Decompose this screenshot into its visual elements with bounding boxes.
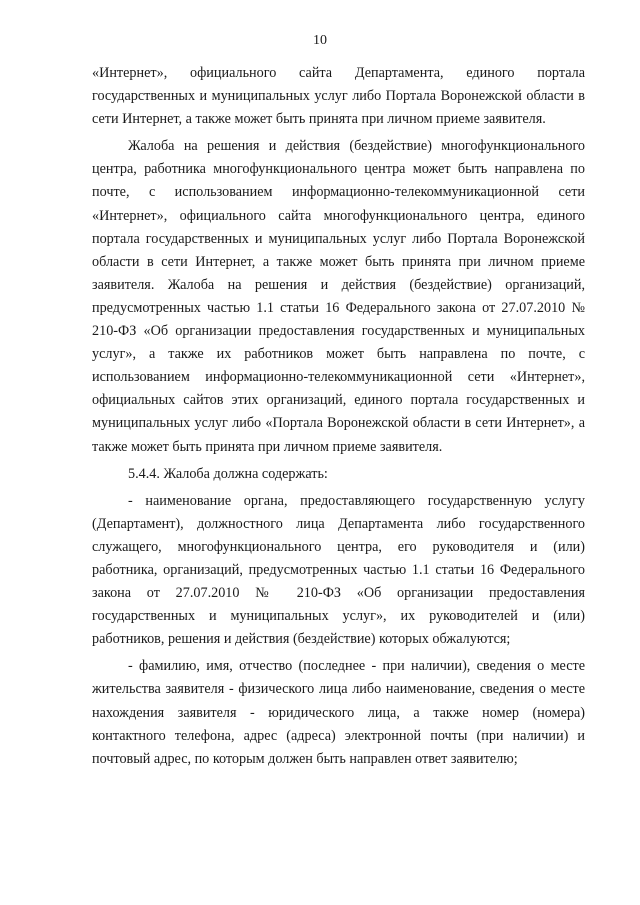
paragraph — [92, 135, 585, 458]
text-line: государственных и муниципальных услуг», их руководителей и (или) — [92, 608, 585, 625]
text-line: 210-ФЗ «Об организации предоставления государственных и муниципальных — [92, 323, 585, 340]
text-line: Жалоба на решения и действия (бездействие) многофункционального — [128, 138, 585, 155]
text-line: почтовый адрес, по которым должен быть направлен ответ заявителю; — [92, 750, 518, 767]
text-line: использованием информационно-телекоммуникационной сети «Интернет», — [92, 369, 585, 386]
text-line: жительства заявителя - физического лица либо наименование, сведения о месте — [92, 681, 585, 698]
text-line: (Департамент), должностного лица Департамента либо государственного — [92, 515, 585, 532]
text-line: государственных и муниципальных услуг либо Портала Воронежской области в — [92, 88, 585, 105]
page-number: 10 — [313, 33, 327, 48]
text-line: услуг», а также их работников может быть направлена по почте, с — [92, 346, 585, 363]
text-line: заявителя. Жалоба на решения и действия (бездействие) организаций, — [92, 276, 585, 293]
text-line: портала государственных и муниципальных услуг либо Портала Воронежской — [92, 230, 585, 247]
text-line: «Интернет», официального сайта Департамента, единого портала — [92, 65, 585, 81]
text-line: контактного телефона, адрес (адреса) электронной почты (при наличии) и — [92, 727, 585, 744]
text-line: - фамилию, имя, отчество (последнее - при наличии), сведения о месте — [128, 658, 585, 675]
text-line: закона от 27.07.2010 № 210-ФЗ «Об организации предоставления — [92, 585, 585, 602]
text-line: служащего, многофункционального центра, его руководителя и (или) — [92, 538, 585, 555]
text-line: «Интернет», официального сайта многофункционального центра, единого — [92, 207, 585, 224]
paragraph — [92, 655, 585, 770]
text-line: работников, решения и действия (бездействие) которых обжалуются; — [92, 631, 511, 648]
text-line: предусмотренных частью 1.1 статьи 16 Федерального закона от 27.07.2010 № — [92, 299, 585, 316]
paragraph — [92, 490, 585, 652]
paragraph — [92, 62, 585, 131]
text-line: нахождения заявителя - юридического лица, а также номер (номера) — [92, 704, 585, 721]
text-line: сети Интернет, а также может быть принята при личном приеме заявителя. — [92, 111, 546, 128]
text-line: почте, с использованием информационно-телекоммуникационной сети — [92, 184, 585, 201]
text-line: официальных сайтов этих организаций, единого портала государственных и — [92, 392, 585, 409]
text-line: 5.4.4. Жалоба должна содержать: — [128, 465, 328, 482]
paragraph — [92, 463, 585, 486]
text-line: - наименование органа, предоставляющего государственную услугу — [128, 492, 585, 509]
text-line: центра, работника многофункционального центра может быть направлена по — [92, 161, 585, 178]
document-body — [92, 62, 585, 771]
text-line: работника, организаций, предусмотренных частью 1.1 статьи 16 Федерального — [92, 561, 585, 578]
text-line: области в сети Интернет, а также может быть принята при личном приеме — [92, 253, 585, 270]
text-line: также может быть принята при личном приеме заявителя. — [92, 438, 443, 455]
text-line: муниципальных услуг либо «Портала Воронежской области в сети Интернет», а — [92, 415, 585, 432]
